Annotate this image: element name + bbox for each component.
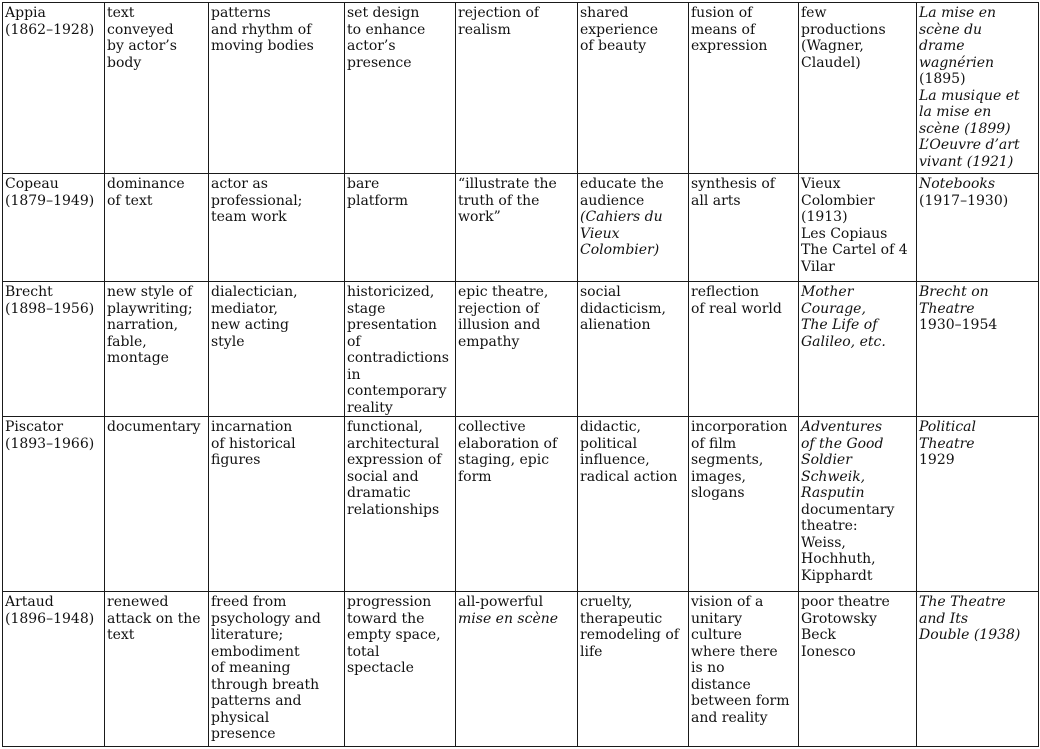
cell-line: scène du: [919, 21, 983, 38]
cell-line: narration,: [107, 317, 179, 333]
cell-line: rejection of: [458, 300, 540, 317]
writings-cell: [917, 174, 1039, 282]
cell-line: scène (1899): [919, 120, 1011, 137]
cell-line: freed from: [211, 594, 287, 610]
cell-line: (1862–1928): [5, 21, 95, 38]
cell-line: toward the: [347, 610, 425, 627]
cell-line: spectacle: [347, 660, 414, 676]
cell-line: new style of: [107, 284, 193, 300]
cell-line: bare: [347, 176, 380, 192]
cell-line: Schweik,: [801, 468, 866, 485]
cell-line: remodeling of: [580, 627, 679, 643]
cell-line: reality: [347, 399, 393, 416]
cell-line: empty space,: [347, 627, 441, 643]
aim-cell: [578, 3, 689, 174]
arts-cell: [689, 417, 799, 592]
writings-cell: [917, 3, 1039, 174]
cell-line: Grotowsky: [801, 610, 877, 627]
cell-line: shared: [580, 5, 629, 21]
cell-line: of historical: [211, 435, 296, 452]
aim-cell: [578, 282, 689, 417]
cell-line: empathy: [458, 333, 520, 350]
dramaturgy-cell: [456, 174, 578, 282]
cell-line: where there: [691, 643, 778, 660]
cell-line: (1913): [801, 209, 848, 225]
cell-line: psychology and: [211, 610, 321, 627]
cell-line: La musique et: [919, 87, 1020, 104]
cell-line: Copeau: [5, 176, 59, 192]
cell-line: body: [107, 54, 142, 71]
cell-line: wagnérien: [919, 54, 995, 71]
actor-cell: [209, 3, 345, 174]
cell-line: text: [107, 5, 135, 21]
cell-line: Notebooks: [919, 176, 996, 192]
cell-line: Soldier: [801, 452, 852, 468]
cell-line: of meaning: [211, 660, 291, 676]
cell-line: vision of a: [691, 594, 764, 610]
theatre-comparison-table: [2, 2, 1039, 747]
cell-line: total: [347, 643, 380, 660]
cell-line: stage: [347, 300, 386, 317]
cell-line: segments,: [691, 452, 764, 468]
table-row: [3, 282, 1039, 417]
cell-line: conveyed: [107, 21, 174, 38]
cell-line: set design: [347, 5, 420, 21]
table-row: [3, 417, 1039, 592]
cell-line: 1929: [919, 452, 955, 468]
productions-cell: [799, 174, 917, 282]
cell-line: Piscator: [5, 419, 64, 435]
cell-line: collective: [458, 419, 526, 435]
productions-cell: [799, 417, 917, 592]
cell-line: elaboration of: [458, 435, 558, 452]
space-cell: [345, 282, 456, 417]
cell-line: life: [580, 643, 603, 660]
arts-cell: [689, 592, 799, 747]
dramaturgy-cell: [456, 282, 578, 417]
cell-line: presence: [211, 726, 276, 742]
cell-line: epic theatre,: [458, 284, 549, 300]
cell-line: of: [347, 333, 361, 350]
cell-line: (1917–1930): [919, 192, 1009, 209]
cell-line: actor’s: [347, 38, 396, 54]
text-cell: [105, 592, 209, 747]
cell-line: means of: [691, 21, 756, 38]
director-cell: [3, 174, 105, 282]
cell-line: presence: [347, 54, 412, 71]
table-body: [3, 3, 1039, 747]
director-cell: [3, 417, 105, 592]
cell-line: is no: [691, 660, 725, 676]
cell-line: functional,: [347, 419, 423, 435]
cell-line: figures: [211, 452, 261, 468]
table-row: [3, 174, 1039, 282]
cell-line: alienation: [580, 317, 651, 333]
aim-cell: [578, 174, 689, 282]
cell-line: team work: [211, 209, 287, 225]
cell-line: relationships: [347, 501, 440, 518]
cell-line: text: [107, 627, 135, 643]
aim-cell: [578, 592, 689, 747]
cell-line: actor as: [211, 176, 268, 192]
cell-line: Colombier: [801, 192, 875, 209]
director-cell: [3, 592, 105, 747]
cell-line: new acting: [211, 317, 290, 333]
cell-line: realism: [458, 21, 511, 38]
writings-cell: [917, 282, 1039, 417]
cell-line: incarnation: [211, 419, 293, 435]
cell-line: Hochhuth,: [801, 551, 876, 567]
cell-line: few: [801, 5, 827, 21]
cell-line: style: [211, 333, 245, 350]
cell-line: Vilar: [801, 258, 835, 275]
cell-line: all arts: [691, 192, 741, 209]
cell-line: (Wagner,: [801, 38, 864, 54]
cell-line: and rhythm of: [211, 21, 312, 38]
cell-line: L’Oeuvre d’art: [919, 137, 1020, 153]
cell-line: didactic,: [580, 419, 641, 435]
space-cell: [345, 417, 456, 592]
dramaturgy-cell: [456, 417, 578, 592]
cell-line: social: [580, 284, 621, 300]
cell-line: progression: [347, 594, 432, 610]
cell-line: contemporary: [347, 383, 447, 399]
writings-cell: [917, 417, 1039, 592]
cell-line: unitary: [691, 610, 743, 627]
text-cell: [105, 282, 209, 417]
actor-cell: [209, 282, 345, 417]
cell-line: expression: [691, 38, 768, 54]
text-cell: [105, 174, 209, 282]
cell-line: influence,: [580, 452, 650, 468]
cell-line: Galileo, etc.: [801, 333, 886, 350]
cell-line: La mise en: [919, 5, 997, 21]
cell-line: (1895): [919, 71, 966, 87]
cell-line: dialectician,: [211, 284, 298, 300]
cell-line: audience: [580, 192, 645, 209]
cell-line: dramatic: [347, 485, 411, 501]
cell-line: therapeutic: [580, 610, 663, 627]
cell-line: la mise en: [919, 104, 992, 120]
space-cell: [345, 3, 456, 174]
cell-line: moving bodies: [211, 38, 314, 54]
cell-line: renewed: [107, 594, 169, 610]
cell-line: embodiment: [211, 643, 300, 660]
cell-line: Double (1938): [919, 627, 1021, 643]
cell-line: slogans: [691, 485, 745, 501]
cell-line: Artaud: [5, 594, 54, 610]
cell-line: Political: [919, 419, 977, 435]
cell-line: Kipphardt: [801, 567, 873, 584]
arts-cell: [689, 3, 799, 174]
cell-line: Adventures: [801, 419, 883, 435]
cell-line: documentary: [107, 419, 201, 435]
director-cell: [3, 282, 105, 417]
space-cell: [345, 174, 456, 282]
cell-line: literature;: [211, 627, 284, 643]
table-row: [3, 3, 1039, 174]
cell-line: Theatre: [919, 435, 975, 452]
cell-line: (1893–1966): [5, 435, 95, 452]
cell-line: incorporation: [691, 419, 788, 435]
productions-cell: [799, 282, 917, 417]
dramaturgy-cell: [456, 3, 578, 174]
cell-line: physical: [211, 709, 270, 726]
cell-line: culture: [691, 627, 742, 643]
cell-line: (Cahiers du: [580, 209, 663, 225]
cell-line: experience: [580, 21, 659, 38]
cell-line: patterns and: [211, 693, 302, 709]
cell-line: (1898–1956): [5, 300, 95, 317]
cell-line: architectural: [347, 435, 440, 452]
cell-line: and reality: [691, 709, 768, 726]
arts-cell: [689, 174, 799, 282]
cell-line: radical action: [580, 468, 678, 485]
cell-line: Claudel): [801, 54, 861, 71]
cell-line: in: [347, 366, 361, 383]
cell-line: Rasputin: [801, 485, 865, 501]
cell-line: “illustrate the: [458, 176, 557, 192]
cell-line: The Cartel of 4: [801, 242, 908, 258]
cell-line: Vieux: [580, 225, 620, 242]
productions-cell: [799, 592, 917, 747]
cell-line: by actor’s: [107, 38, 177, 54]
actor-cell: [209, 592, 345, 747]
cell-line: Brecht on: [919, 284, 989, 300]
cell-line: expression of: [347, 452, 442, 468]
cell-line: montage: [107, 350, 169, 366]
cell-line: attack on the: [107, 610, 201, 627]
cell-line: distance: [691, 676, 751, 693]
cell-line: presentation: [347, 317, 437, 333]
text-cell: [105, 3, 209, 174]
cell-line: dominance: [107, 176, 185, 192]
cell-line: contradictions: [347, 350, 449, 366]
cell-line: fable,: [107, 333, 147, 350]
cell-line: Vieux: [801, 176, 841, 192]
cell-line: staging, epic: [458, 452, 550, 468]
cell-line: all-powerful: [458, 594, 544, 610]
cell-line: images,: [691, 468, 746, 485]
arts-cell: [689, 282, 799, 417]
writings-cell: [917, 592, 1039, 747]
cell-line: Les Copiaus: [801, 225, 888, 242]
cell-line: fusion of: [691, 5, 753, 21]
cell-line: The Theatre: [919, 594, 1006, 610]
cell-line: poor theatre: [801, 594, 890, 610]
cell-line: platform: [347, 192, 408, 209]
aim-cell: [578, 417, 689, 592]
cell-line: through breath: [211, 676, 320, 693]
cell-line: of real world: [691, 300, 782, 317]
cell-line: didacticism,: [580, 300, 666, 317]
space-cell: [345, 592, 456, 747]
cell-line: Brecht: [5, 284, 53, 300]
table-row: [3, 592, 1039, 747]
cell-line: The Life of: [801, 317, 878, 333]
cell-line: Beck: [801, 627, 836, 643]
cell-line: mediator,: [211, 300, 279, 317]
cell-line: illusion and: [458, 317, 541, 333]
cell-line: Courage,: [801, 300, 866, 317]
cell-line: rejection of: [458, 5, 540, 21]
cell-line: between form: [691, 693, 790, 709]
cell-line: of beauty: [580, 38, 647, 54]
cell-line: historicized,: [347, 284, 435, 300]
cell-line: vivant (1921): [919, 153, 1014, 170]
cell-line: social and: [347, 468, 419, 485]
cell-line: Theatre: [919, 300, 975, 317]
text-cell: [105, 417, 209, 592]
cell-line: playwriting;: [107, 300, 193, 317]
cell-line: of the Good: [801, 435, 884, 452]
cell-line: Appia: [5, 5, 46, 21]
dramaturgy-cell: [456, 592, 578, 747]
actor-cell: [209, 417, 345, 592]
cell-line: reflection: [691, 284, 759, 300]
productions-cell: [799, 3, 917, 174]
actor-cell: [209, 174, 345, 282]
cell-line: Ionesco: [801, 643, 856, 660]
cell-line: work”: [458, 209, 501, 225]
cell-line: Mother: [801, 284, 854, 300]
cell-line: patterns: [211, 5, 271, 21]
cell-line: synthesis of: [691, 176, 775, 192]
cell-line: drame: [919, 38, 965, 54]
cell-line: political: [580, 435, 638, 452]
cell-line: (1879–1949): [5, 192, 95, 209]
cell-line: cruelty,: [580, 594, 633, 610]
cell-line: of film: [691, 435, 737, 452]
cell-line: documentary: [801, 501, 895, 518]
cell-line: theatre:: [801, 518, 858, 534]
cell-line: form: [458, 468, 492, 485]
cell-line: productions: [801, 21, 886, 38]
cell-line: Weiss,: [801, 534, 846, 551]
cell-line: mise en scène: [458, 610, 559, 627]
cell-line: Colombier): [580, 242, 660, 258]
cell-line: to enhance: [347, 21, 426, 38]
cell-line: professional;: [211, 192, 303, 209]
director-cell: [3, 3, 105, 174]
cell-line: and Its: [919, 610, 969, 627]
cell-line: of text: [107, 192, 153, 209]
cell-line: truth of the: [458, 192, 540, 209]
cell-line: 1930–1954: [919, 317, 998, 333]
cell-line: (1896–1948): [5, 610, 95, 627]
cell-line: educate the: [580, 176, 664, 192]
